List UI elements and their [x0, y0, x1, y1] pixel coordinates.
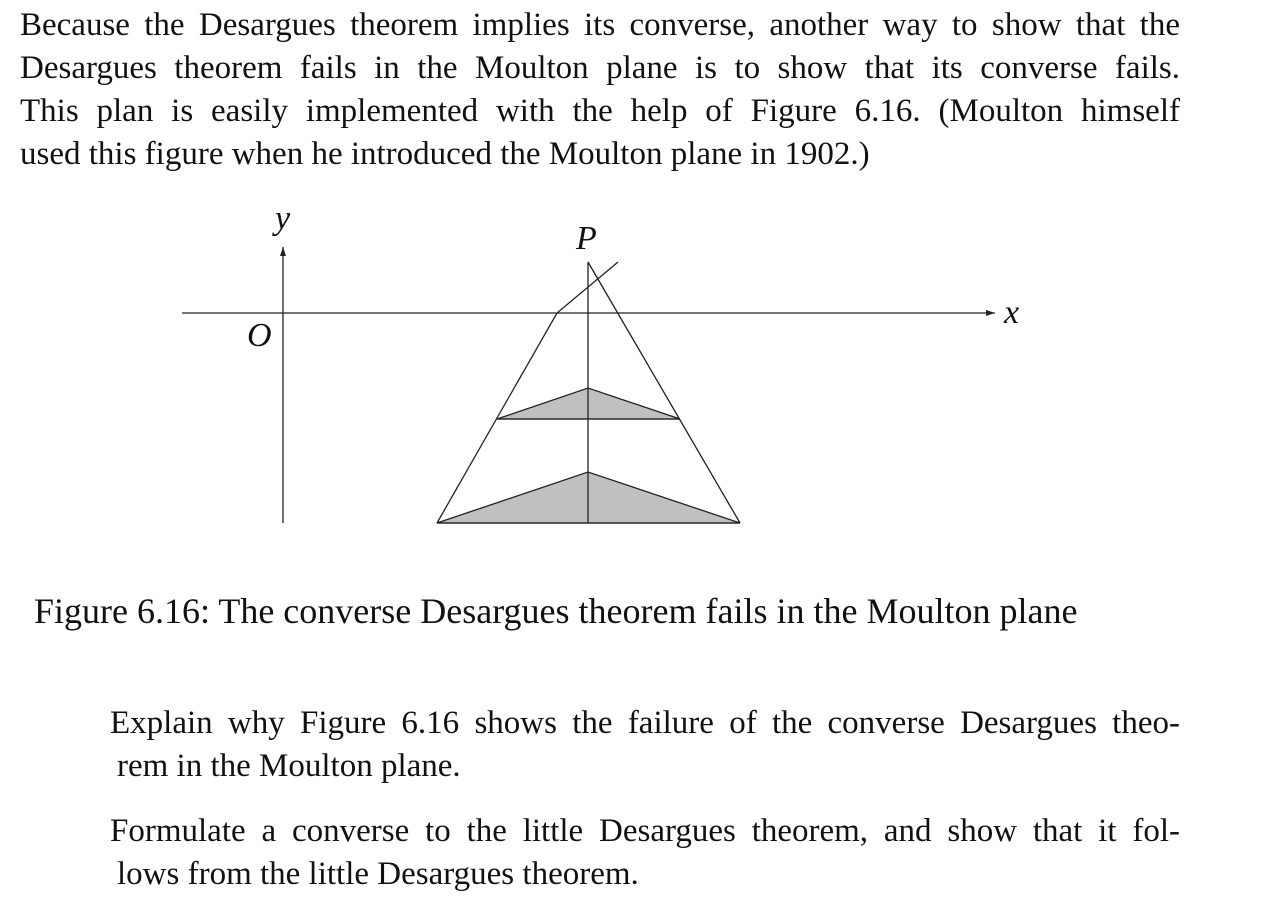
origin-label: O — [247, 317, 272, 354]
figure-caption: Figure 6.16: The converse Desargues theorem fails in the Moulton plane — [34, 591, 1078, 631]
x-axis-label: x — [1004, 294, 1020, 331]
intro-line: Desargues theorem fails in the Moulton plane is to show that its converse fails. — [20, 50, 1180, 86]
point-p-label: P — [576, 220, 597, 257]
intro-paragraph — [20, 4, 1180, 176]
exercise-formulate — [110, 810, 1180, 896]
exercise-line: Explain why Figure 6.16 shows the failure of the converse Desargues theo- — [110, 705, 1180, 741]
exercise-line: rem in the Moulton plane. — [117, 748, 461, 784]
exercise-line: Formulate a converse to the little Desargues theorem, and show that it fol- — [110, 813, 1180, 849]
intro-line: This plan is easily implemented with the help of Figure 6.16. (Moulton himself — [20, 93, 1180, 129]
exercise-line: lows from the little Desargues theorem. — [117, 856, 639, 892]
y-axis-label: y — [275, 200, 291, 237]
intro-line: used this figure when he introduced the Moulton plane in 1902.) — [20, 136, 870, 172]
exercise-explain — [110, 702, 1180, 788]
figure-6-16 — [0, 195, 1280, 540]
moulton-plane-diagram — [0, 195, 1280, 540]
intro-line: Because the Desargues theorem implies its converse, another way to show that the — [20, 7, 1180, 43]
